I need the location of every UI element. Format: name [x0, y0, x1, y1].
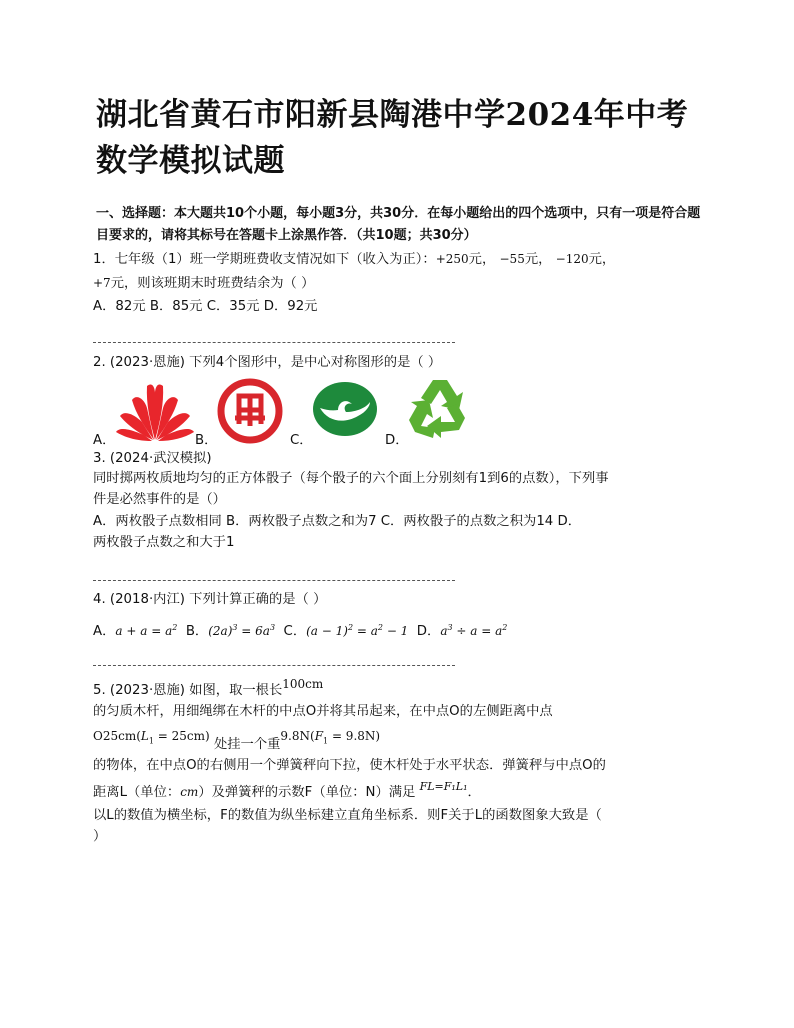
q5-line2: 的匀质木杆，用细绳绑在木杆的中点O并将其吊起来，在中点O的左侧距离中点	[93, 704, 553, 719]
q3-options2: 两枚骰子点数之和大于1	[93, 535, 235, 550]
separator	[93, 342, 455, 343]
q2-label-a: A．	[93, 433, 116, 448]
q5-line5: 距离L（单位：cm）及弹簧秤的示数F（单位：N）满足 $^{FL=F_1L_1}$．	[93, 780, 481, 800]
huawei-logo-icon	[114, 380, 196, 446]
q5-line4: 的物体，在中点O的右侧用一个弹簧秤向下拉，使木杆处于水平状态．弹簧秤与中点O的	[93, 758, 606, 773]
recycle-icon	[405, 374, 475, 448]
q2-stem: 2. (2023·恩施) 下列4个图形中，是中心对称图形的是（ ）	[93, 355, 442, 370]
q4-formula-a: $a + a = a^2$	[115, 623, 178, 638]
q3-options1: A．两枚骰子点数相同 B．两枚骰子点数之和为7 C．两枚骰子的点数之积为14 D．	[93, 514, 582, 529]
q1-options: A．82元 B．85元 C．35元 D．92元	[93, 299, 318, 314]
q5-line1: 5. (2023·恩施) 如图，取一根长100cm	[93, 677, 324, 698]
q3-head: 3. (2024·武汉模拟)	[93, 451, 212, 466]
q4-formula-b: $(2a)^3 = 6a^3$	[208, 623, 276, 638]
q2-label-d: D．	[385, 433, 409, 448]
icbc-logo-icon	[215, 378, 285, 448]
q2-label-c: C．	[290, 433, 313, 448]
q5-line7: ）	[93, 829, 107, 844]
separator	[93, 580, 455, 581]
q3-stem1: 同时掷两枚质地均匀的正方体骰子（每个骰子的六个面上分别刻有1到6的点数），下列事	[93, 471, 609, 486]
q5-formula-f1: $(F_1 = 9.8N)$	[310, 729, 381, 746]
q1-line1: 1．七年级（1）班一学期班费收支情况如下（收入为正）：+250元， −55元， −120元，	[93, 252, 616, 267]
q5-line3: $O25cm(L_1 = 25cm)$ 处挂一个重$9.8N(F_1 = 9.8N)$	[93, 729, 381, 752]
q4-stem: 4. (2018·内江) 下列计算正确的是（ ）	[93, 592, 327, 607]
q4-formula-c: $(a - 1)^2 = a^2 - 1$	[306, 623, 409, 638]
q5-formula-l1: $(L_1 = 25cm)$	[136, 729, 210, 746]
separator	[93, 665, 455, 666]
q4-formula-d: $a^3 \div a = a^2$	[440, 623, 508, 638]
q3-stem2: 件是必然事件的是（）	[93, 492, 226, 507]
q4-options: A．$a + a = a^2$ B．$(2a)^3 = 6a^3$ C．$(a - 1)^2 = a^2 - 1$ D．$a^3 \div a = a^2$	[93, 623, 508, 639]
section-heading: 一、选择题：本大题共10个小题，每小题3分，共30分．在每小题给出的四个选项中，只有一项是符合题目要求的，请将其标号在答题卡上涂黑作答．（共10题；共30分）	[96, 206, 701, 243]
green-oval-logo-icon	[310, 378, 380, 444]
page-title: 湖北省黄石市阳新县陶港中学2024年中考数学模拟试题	[96, 97, 689, 179]
q1-line2: +7元，则该班期末时班费结余为（ ）	[93, 276, 315, 291]
q5-line6: 以L的数值为横坐标，F的数值为纵坐标建立直角坐标系．则F关于L的函数图象大致是（	[93, 808, 602, 823]
q2-label-b: B．	[195, 433, 218, 448]
